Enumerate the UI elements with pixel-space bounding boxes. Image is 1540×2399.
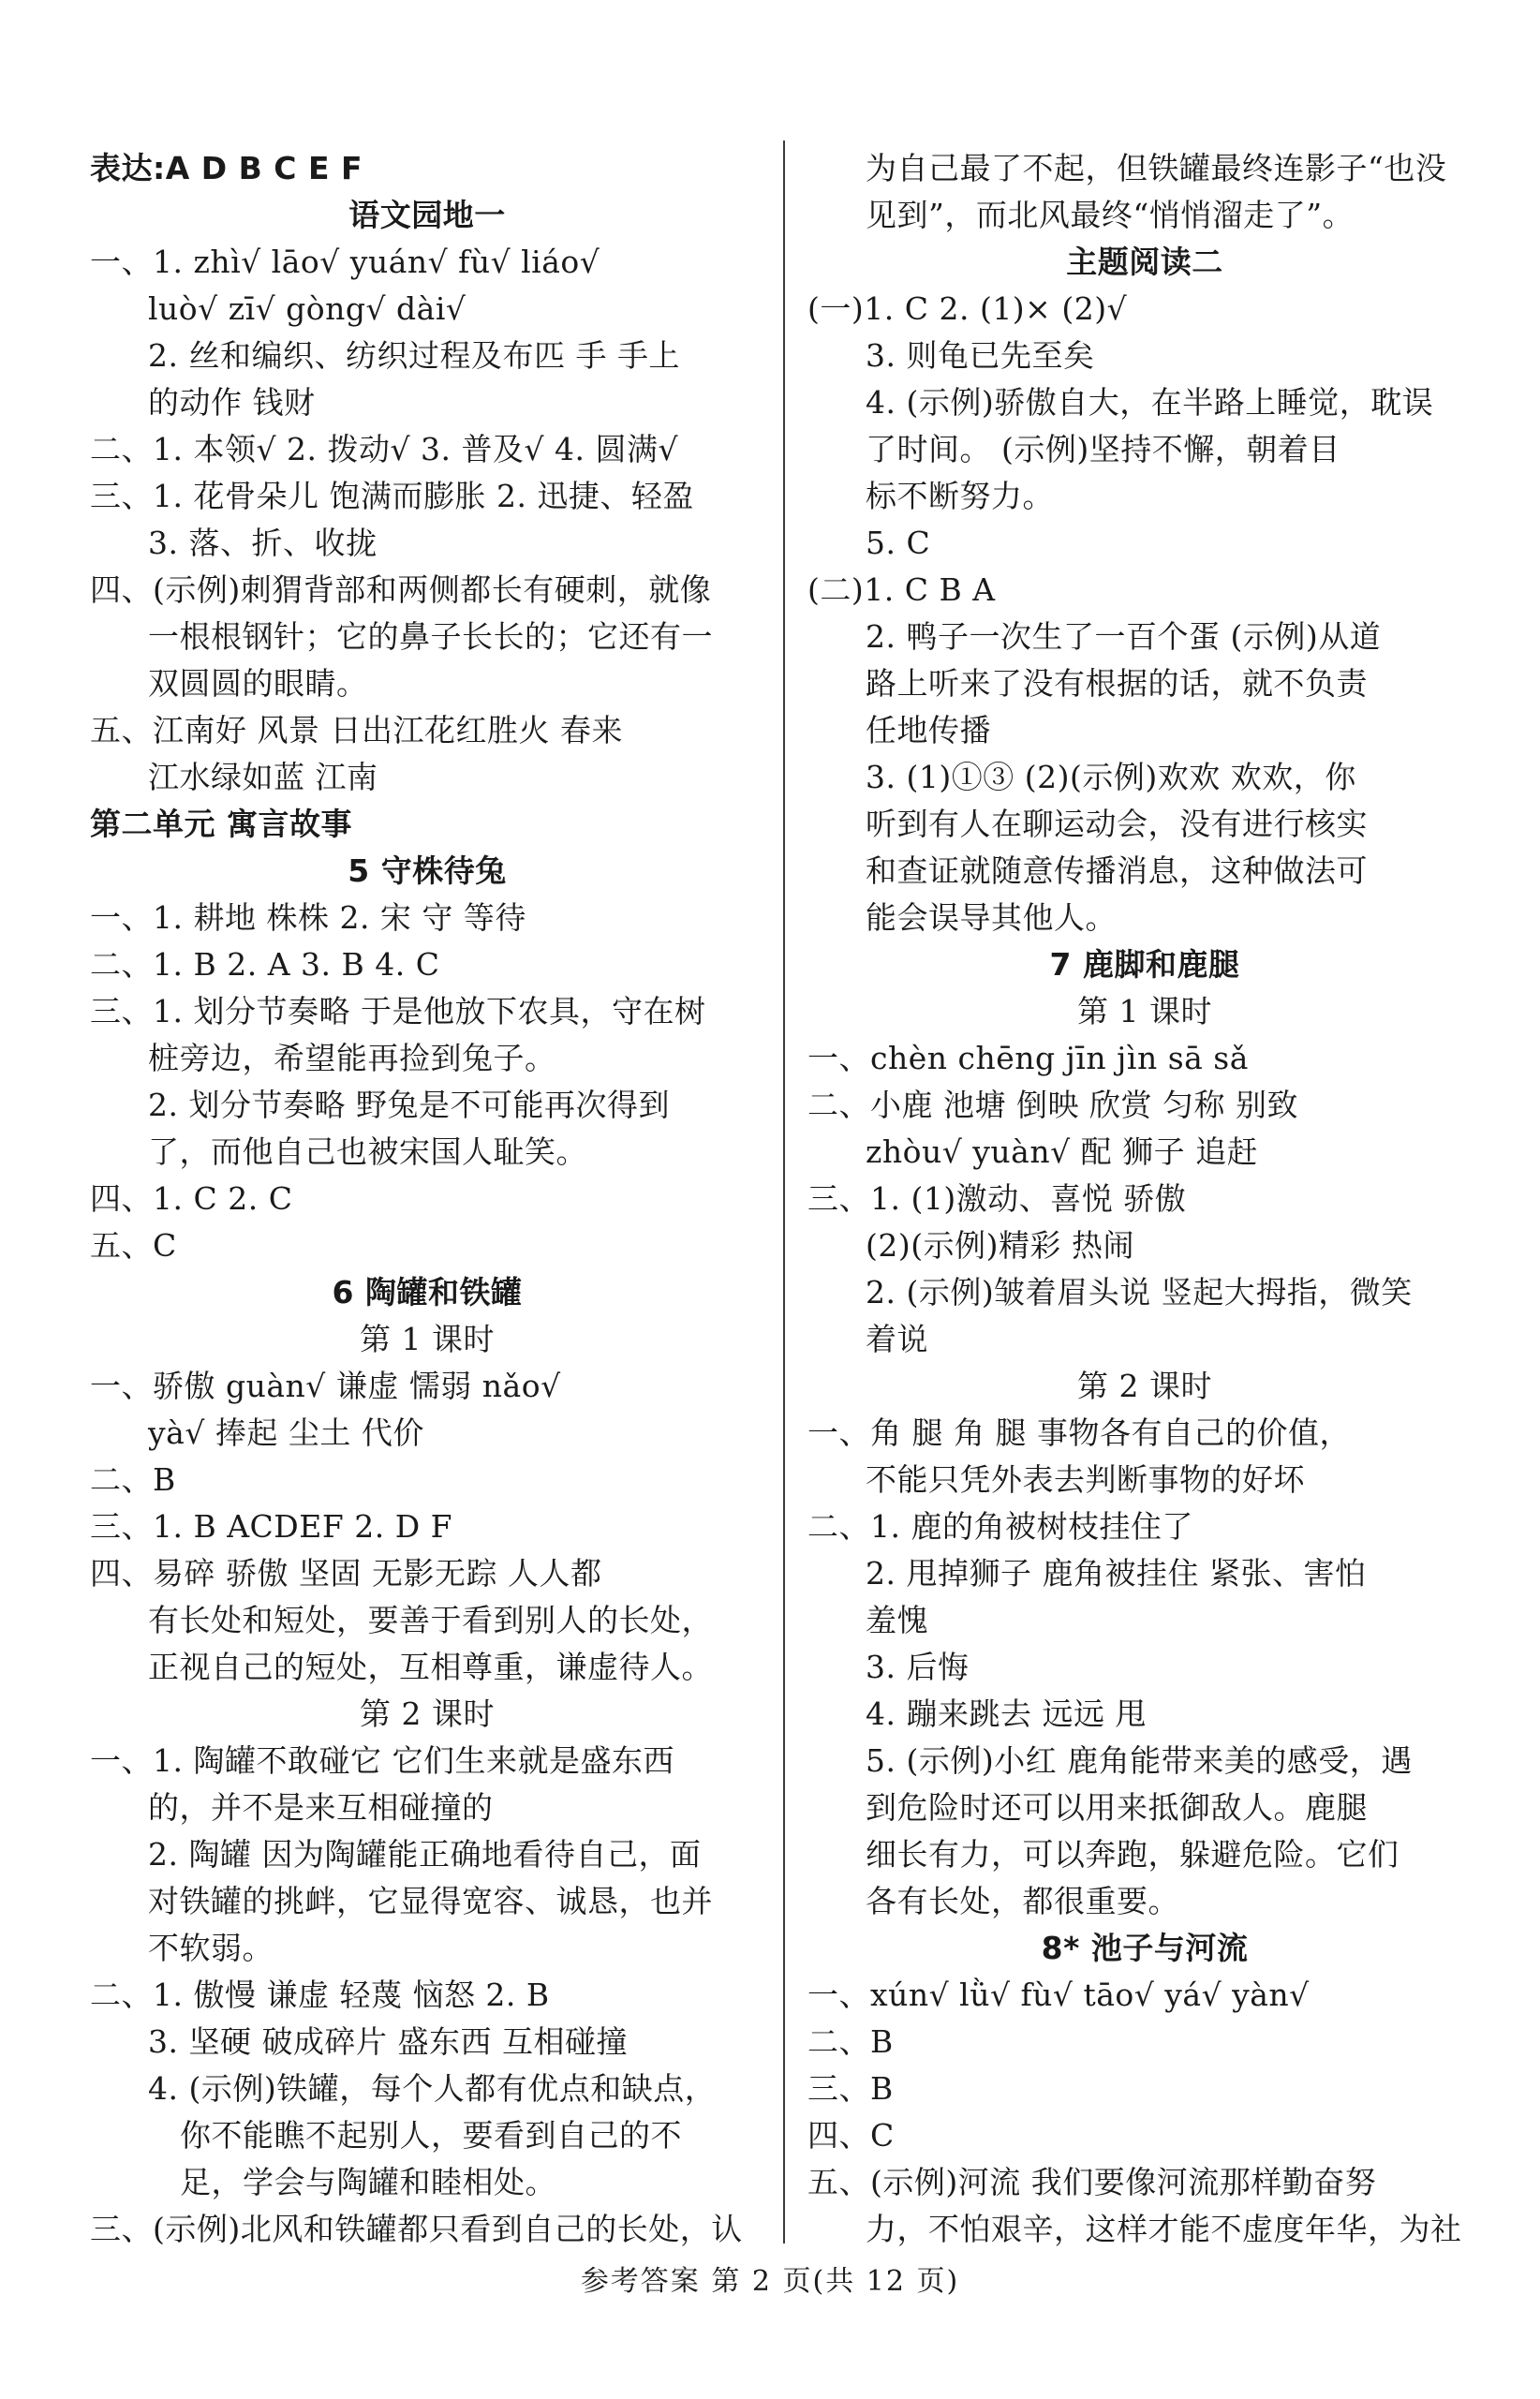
left-answer-line: 足，学会与陶罐和睦相处。 bbox=[180, 2164, 556, 2200]
left-answer-line: 第 2 课时 bbox=[360, 1696, 495, 1732]
right-answer-line: zhòu√ yuàn√ 配 狮子 追赶 bbox=[866, 1133, 1259, 1170]
left-answer-line: 五、C bbox=[90, 1227, 177, 1264]
right-answer-line: 3. (1)①③ (2)(示例)欢欢 欢欢，你 bbox=[866, 759, 1356, 795]
left-answer-line: 三、1. B ACDEF 2. D F bbox=[90, 1508, 453, 1545]
left-answer-line: 有长处和短处，要善于看到别人的长处， bbox=[148, 1602, 713, 1638]
right-answer-line: 四、C bbox=[807, 2117, 895, 2154]
right-answer-line: 听到有人在聊运动会，没有进行核实 bbox=[866, 806, 1368, 842]
right-answer-line: 3. 后悔 bbox=[866, 1649, 970, 1685]
left-answer-line: 二、1. B 2. A 3. B 4. C bbox=[90, 946, 440, 983]
right-answer-line: 8* 池子与河流 bbox=[1041, 1930, 1249, 1966]
left-answer-line: 一、1. 陶罐不敢碰它 它们生来就是盛东西 bbox=[90, 1742, 674, 1779]
right-answer-line: 三、B bbox=[807, 2070, 894, 2107]
left-answer-line: luò√ zī√ gòng√ dài√ bbox=[148, 290, 466, 327]
left-answer-line: 江水绿如蓝 江南 bbox=[148, 759, 378, 795]
left-answer-line: 对铁罐的挑衅，它显得宽容、诚恳，也并 bbox=[148, 1883, 713, 1919]
left-answer-line: 2. 划分节奏略 野兔是不可能再次得到 bbox=[148, 1087, 670, 1123]
left-answer-line: 第 1 课时 bbox=[360, 1321, 495, 1357]
right-answer-line: 三、1. (1)激动、喜悦 骄傲 bbox=[807, 1180, 1187, 1217]
left-answer-line: 四、易碎 骄傲 坚固 无影无踪 人人都 bbox=[90, 1555, 602, 1592]
right-answer-line: 3. 则龟已先至矣 bbox=[866, 337, 1095, 374]
right-answer-line: 一、角 腿 角 腿 事物各有自己的价值， bbox=[807, 1414, 1351, 1451]
left-answer-line: 正视自己的短处，互相尊重，谦虚待人。 bbox=[148, 1649, 713, 1685]
right-answer-line: 和查证就随意传播消息，这种做法可 bbox=[866, 852, 1368, 889]
right-answer-line: 能会误导其他人。 bbox=[866, 899, 1117, 936]
left-answer-line: 3. 坚硬 破成碎片 盛东西 互相碰撞 bbox=[148, 2023, 628, 2060]
left-answer-line: 5 守株待兔 bbox=[348, 852, 507, 889]
right-answer-line: 一、xún√ lǜ√ fù√ tāo√ yá√ yàn√ bbox=[807, 1977, 1310, 2013]
left-answer-line: 三、(示例)北风和铁罐都只看到自己的长处，认 bbox=[90, 2211, 743, 2247]
left-answer-line: 不软弱。 bbox=[148, 1930, 274, 1966]
column-divider bbox=[783, 141, 785, 2244]
right-answer-line: 路上听来了没有根据的话，就不负责 bbox=[866, 665, 1368, 702]
right-answer-line: 5. C bbox=[866, 525, 931, 561]
right-answer-line: 第 2 课时 bbox=[1077, 1368, 1212, 1404]
left-answer-line: 四、(示例)刺猬背部和两侧都长有硬刺，就像 bbox=[90, 571, 712, 608]
right-answer-line: 主题阅读二 bbox=[1066, 244, 1223, 280]
left-answer-line: 一根根钢针；它的鼻子长长的；它还有一 bbox=[148, 618, 713, 655]
left-answer-line: 五、江南好 风景 日出江花红胜火 春来 bbox=[90, 712, 623, 748]
right-column bbox=[807, 145, 1482, 2253]
right-answer-line: (二)1. C B A bbox=[807, 571, 996, 608]
left-answer-line: 2. 陶罐 因为陶罐能正确地看待自己，面 bbox=[148, 1836, 702, 1873]
right-answer-line: 羞愧 bbox=[866, 1602, 928, 1638]
left-answer-line: 6 陶罐和铁罐 bbox=[332, 1274, 523, 1311]
right-answer-line: 着说 bbox=[866, 1321, 928, 1357]
right-answer-line: 2. 甩掉狮子 鹿角被挂住 紧张、害怕 bbox=[866, 1555, 1367, 1592]
right-answer-line: 到危险时还可以用来抵御敌人。鹿腿 bbox=[866, 1789, 1368, 1826]
left-answer-line: 四、1. C 2. C bbox=[90, 1180, 293, 1217]
right-answer-line: 4. 蹦来跳去 远远 甩 bbox=[866, 1696, 1147, 1732]
right-answer-line: 二、小鹿 池塘 倒映 欣赏 匀称 别致 bbox=[807, 1087, 1298, 1123]
left-answer-line: 三、1. 划分节奏略 于是他放下农具，守在树 bbox=[90, 993, 706, 1029]
right-answer-line: 五、(示例)河流 我们要像河流那样勤奋努 bbox=[807, 2164, 1377, 2200]
left-answer-line: 语文园地一 bbox=[348, 197, 506, 233]
right-answer-line: 第 1 课时 bbox=[1077, 993, 1212, 1029]
right-answer-line: 不能只凭外表去判断事物的好坏 bbox=[866, 1461, 1305, 1498]
left-answer-line: 二、B bbox=[90, 1461, 176, 1498]
right-answer-line: (一)1. C 2. (1)× (2)√ bbox=[807, 290, 1128, 327]
right-answer-line: 一、chèn chēng jīn jìn sā sǎ bbox=[807, 1040, 1249, 1076]
right-answer-line: 为自己最了不起，但铁罐最终连影子“也没 bbox=[866, 150, 1447, 186]
right-answer-line: 见到”，而北风最终“悄悄溜走了”。 bbox=[866, 197, 1355, 233]
left-answer-line: 一、骄傲 guàn√ 谦虚 懦弱 nǎo√ bbox=[90, 1368, 561, 1404]
right-answer-line: 7 鹿脚和鹿腿 bbox=[1049, 946, 1240, 983]
right-answer-line: 了时间。 (示例)坚持不懈，朝着目 bbox=[866, 431, 1340, 467]
left-answer-line: 了，而他自己也被宋国人耻笑。 bbox=[148, 1133, 587, 1170]
right-answer-line: 二、B bbox=[807, 2023, 894, 2060]
right-answer-line: (2)(示例)精彩 热闹 bbox=[866, 1227, 1134, 1264]
right-answer-line: 二、1. 鹿的角被树枝挂住了 bbox=[807, 1508, 1193, 1545]
left-answer-line: 一、1. 耕地 株株 2. 宋 守 等待 bbox=[90, 899, 526, 936]
left-answer-line: 4. (示例)铁罐，每个人都有优点和缺点， bbox=[148, 2070, 717, 2107]
left-answer-line: 的，并不是来互相碰撞的 bbox=[148, 1789, 494, 1826]
right-answer-line: 标不断努力。 bbox=[866, 478, 1054, 514]
right-answer-line: 2. (示例)皱着眉头说 竖起大拇指，微笑 bbox=[866, 1274, 1413, 1311]
left-answer-line: 三、1. 花骨朵儿 饱满而膨胀 2. 迅捷、轻盈 bbox=[90, 478, 694, 514]
left-answer-line: 第二单元 寓言故事 bbox=[90, 806, 352, 842]
left-answer-line: 一、1. zhì√ lāo√ yuán√ fù√ liáo√ bbox=[90, 244, 600, 280]
left-answer-line: 双圆圆的眼睛。 bbox=[148, 665, 368, 702]
right-answer-line: 4. (示例)骄傲自大，在半路上睡觉，耽误 bbox=[866, 384, 1434, 421]
right-answer-line: 任地传播 bbox=[866, 712, 991, 748]
page-footer: 参考答案 第 2 页(共 12 页) bbox=[580, 2265, 960, 2298]
left-answer-line: yà√ 捧起 尘土 代价 bbox=[148, 1414, 424, 1451]
left-column bbox=[90, 145, 764, 2253]
left-answer-line: 二、1. 傲慢 谦虚 轻蔑 恼怒 2. B bbox=[90, 1977, 550, 2013]
left-answer-line: 3. 落、折、收拢 bbox=[148, 525, 378, 561]
right-answer-line: 细长有力，可以奔跑，躲避危险。它们 bbox=[866, 1836, 1399, 1873]
right-answer-line: 2. 鸭子一次生了一百个蛋 (示例)从道 bbox=[866, 618, 1382, 655]
left-answer-line: 表达:A D B C E F bbox=[90, 150, 363, 186]
left-answer-line: 的动作 钱财 bbox=[148, 384, 316, 421]
right-answer-line: 力，不怕艰辛，这样才能不虚度年华，为社 bbox=[866, 2211, 1462, 2247]
left-answer-line: 你不能瞧不起别人，要看到自己的不 bbox=[180, 2117, 682, 2154]
right-answer-line: 各有长处，都很重要。 bbox=[866, 1883, 1179, 1919]
left-answer-line: 桩旁边，希望能再捡到兔子。 bbox=[148, 1040, 556, 1076]
left-answer-line: 二、1. 本领√ 2. 拨动√ 3. 普及√ 4. 圆满√ bbox=[90, 431, 678, 467]
right-answer-line: 5. (示例)小红 鹿角能带来美的感受，遇 bbox=[866, 1742, 1413, 1779]
left-answer-line: 2. 丝和编织、纺织过程及布匹 手 手上 bbox=[148, 337, 680, 374]
